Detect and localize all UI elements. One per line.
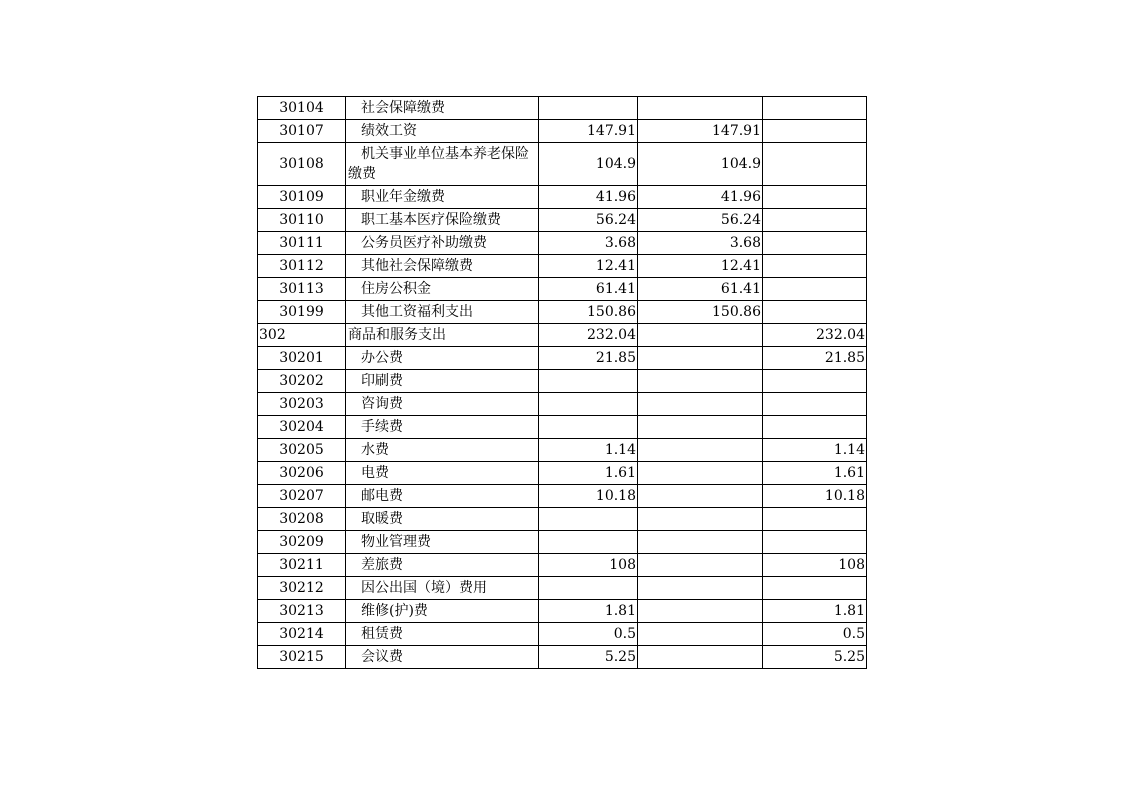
personnel-amount-cell — [638, 554, 763, 577]
personnel-amount-cell — [638, 646, 763, 669]
subject-code-cell: 30203 — [258, 393, 346, 416]
total-amount-cell: 150.86 — [539, 301, 638, 324]
total-amount-cell — [539, 508, 638, 531]
total-amount-cell: 104.9 — [539, 143, 638, 186]
table-row — [258, 120, 867, 143]
total-amount-cell: 232.04 — [539, 324, 638, 347]
total-amount-cell: 61.41 — [539, 278, 638, 301]
public-amount-cell — [763, 255, 867, 278]
public-amount-cell: 1.81 — [763, 600, 867, 623]
public-amount-cell: 21.85 — [763, 347, 867, 370]
subject-name-cell: 取暖费 — [346, 508, 539, 531]
subject-name-cell: 差旅费 — [346, 554, 539, 577]
total-amount-cell — [539, 577, 638, 600]
total-amount-cell: 5.25 — [539, 646, 638, 669]
personnel-amount-cell — [638, 370, 763, 393]
subject-name-cell: 商品和服务支出 — [346, 324, 539, 347]
personnel-amount-cell: 3.68 — [638, 232, 763, 255]
subject-name-cell: 邮电费 — [346, 485, 539, 508]
personnel-amount-cell — [638, 393, 763, 416]
table-row — [258, 97, 867, 120]
table-row — [258, 531, 867, 554]
public-amount-cell — [763, 97, 867, 120]
total-amount-cell — [539, 97, 638, 120]
table-row — [258, 255, 867, 278]
subject-code-cell: 30201 — [258, 347, 346, 370]
subject-code-cell: 30214 — [258, 623, 346, 646]
subject-code-cell: 30207 — [258, 485, 346, 508]
public-amount-cell — [763, 143, 867, 186]
table-row — [258, 278, 867, 301]
personnel-amount-cell — [638, 485, 763, 508]
subject-code-cell: 30113 — [258, 278, 346, 301]
subject-name-cell: 职业年金缴费 — [346, 186, 539, 209]
subject-code-cell: 30104 — [258, 97, 346, 120]
subject-name-cell: 住房公积金 — [346, 278, 539, 301]
public-amount-cell — [763, 531, 867, 554]
table-row-category — [258, 324, 867, 347]
public-amount-cell: 0.5 — [763, 623, 867, 646]
personnel-amount-cell — [638, 531, 763, 554]
table-row — [258, 646, 867, 669]
public-amount-cell: 1.61 — [763, 462, 867, 485]
total-amount-cell: 41.96 — [539, 186, 638, 209]
table-row — [258, 439, 867, 462]
table-row — [258, 462, 867, 485]
total-amount-cell — [539, 393, 638, 416]
subject-name-cell: 公务员医疗补助缴费 — [346, 232, 539, 255]
public-amount-cell — [763, 278, 867, 301]
total-amount-cell: 1.81 — [539, 600, 638, 623]
table-row — [258, 393, 867, 416]
subject-name-cell: 办公费 — [346, 347, 539, 370]
subject-name-cell: 手续费 — [346, 416, 539, 439]
subject-code-cell: 30211 — [258, 554, 346, 577]
personnel-amount-cell — [638, 347, 763, 370]
personnel-amount-cell: 104.9 — [638, 143, 763, 186]
personnel-amount-cell: 41.96 — [638, 186, 763, 209]
subject-code-cell: 30109 — [258, 186, 346, 209]
public-amount-cell — [763, 186, 867, 209]
personnel-amount-cell — [638, 324, 763, 347]
subject-code-cell: 30215 — [258, 646, 346, 669]
subject-name-cell: 维修(护)费 — [346, 600, 539, 623]
total-amount-cell — [539, 416, 638, 439]
total-amount-cell: 3.68 — [539, 232, 638, 255]
personnel-amount-cell: 56.24 — [638, 209, 763, 232]
public-amount-cell — [763, 393, 867, 416]
subject-code-cell: 30206 — [258, 462, 346, 485]
budget-table — [257, 96, 867, 669]
table-row — [258, 232, 867, 255]
table-row — [258, 347, 867, 370]
subject-code-cell: 30108 — [258, 143, 346, 186]
total-amount-cell: 56.24 — [539, 209, 638, 232]
table-row — [258, 186, 867, 209]
subject-name-cell: 其他工资福利支出 — [346, 301, 539, 324]
total-amount-cell: 21.85 — [539, 347, 638, 370]
table-row — [258, 416, 867, 439]
public-amount-cell — [763, 577, 867, 600]
subject-name-cell: 咨询费 — [346, 393, 539, 416]
subject-name-cell: 机关事业单位基本养老保险缴费 — [346, 143, 539, 186]
personnel-amount-cell — [638, 439, 763, 462]
total-amount-cell: 147.91 — [539, 120, 638, 143]
personnel-amount-cell — [638, 623, 763, 646]
subject-name-cell: 电费 — [346, 462, 539, 485]
public-amount-cell — [763, 416, 867, 439]
subject-code-cell: 30111 — [258, 232, 346, 255]
public-amount-cell — [763, 370, 867, 393]
table-row — [258, 209, 867, 232]
personnel-amount-cell: 150.86 — [638, 301, 763, 324]
total-amount-cell: 10.18 — [539, 485, 638, 508]
table-row — [258, 623, 867, 646]
total-amount-cell: 108 — [539, 554, 638, 577]
total-amount-cell: 1.61 — [539, 462, 638, 485]
public-amount-cell — [763, 120, 867, 143]
total-amount-cell: 12.41 — [539, 255, 638, 278]
subject-name-cell: 职工基本医疗保险缴费 — [346, 209, 539, 232]
total-amount-cell: 1.14 — [539, 439, 638, 462]
public-amount-cell — [763, 209, 867, 232]
public-amount-cell — [763, 301, 867, 324]
personnel-amount-cell — [638, 577, 763, 600]
subject-code-cell: 30110 — [258, 209, 346, 232]
public-amount-cell: 232.04 — [763, 324, 867, 347]
subject-code-cell: 30107 — [258, 120, 346, 143]
subject-name-cell: 物业管理费 — [346, 531, 539, 554]
total-amount-cell — [539, 370, 638, 393]
personnel-amount-cell — [638, 600, 763, 623]
public-amount-cell: 1.14 — [763, 439, 867, 462]
personnel-amount-cell — [638, 508, 763, 531]
subject-code-cell: 30112 — [258, 255, 346, 278]
subject-code-cell: 30199 — [258, 301, 346, 324]
subject-name-cell: 租赁费 — [346, 623, 539, 646]
personnel-amount-cell — [638, 462, 763, 485]
subject-code-cell: 30212 — [258, 577, 346, 600]
table-row — [258, 485, 867, 508]
personnel-amount-cell: 147.91 — [638, 120, 763, 143]
personnel-amount-cell — [638, 97, 763, 120]
total-amount-cell — [539, 531, 638, 554]
table-row — [258, 370, 867, 393]
subject-code-cell: 30209 — [258, 531, 346, 554]
public-amount-cell — [763, 508, 867, 531]
public-amount-cell: 5.25 — [763, 646, 867, 669]
subject-name-cell: 绩效工资 — [346, 120, 539, 143]
subject-name-cell: 其他社会保障缴费 — [346, 255, 539, 278]
table-row — [258, 508, 867, 531]
table-row — [258, 600, 867, 623]
personnel-amount-cell: 61.41 — [638, 278, 763, 301]
subject-name-cell: 会议费 — [346, 646, 539, 669]
personnel-amount-cell: 12.41 — [638, 255, 763, 278]
subject-name-cell: 印刷费 — [346, 370, 539, 393]
subject-name-cell: 水费 — [346, 439, 539, 462]
public-amount-cell — [763, 232, 867, 255]
table-row — [258, 143, 867, 186]
public-amount-cell: 10.18 — [763, 485, 867, 508]
subject-code-cell: 30213 — [258, 600, 346, 623]
total-amount-cell: 0.5 — [539, 623, 638, 646]
table-row — [258, 577, 867, 600]
public-amount-cell: 108 — [763, 554, 867, 577]
subject-code-cell: 30208 — [258, 508, 346, 531]
subject-code-cell: 30204 — [258, 416, 346, 439]
personnel-amount-cell — [638, 416, 763, 439]
table-row — [258, 301, 867, 324]
subject-code-cell: 30205 — [258, 439, 346, 462]
table-row — [258, 554, 867, 577]
subject-code-cell: 30202 — [258, 370, 346, 393]
subject-name-cell: 社会保障缴费 — [346, 97, 539, 120]
subject-code-cell: 302 — [258, 324, 346, 347]
subject-name-cell: 因公出国（境）费用 — [346, 577, 539, 600]
